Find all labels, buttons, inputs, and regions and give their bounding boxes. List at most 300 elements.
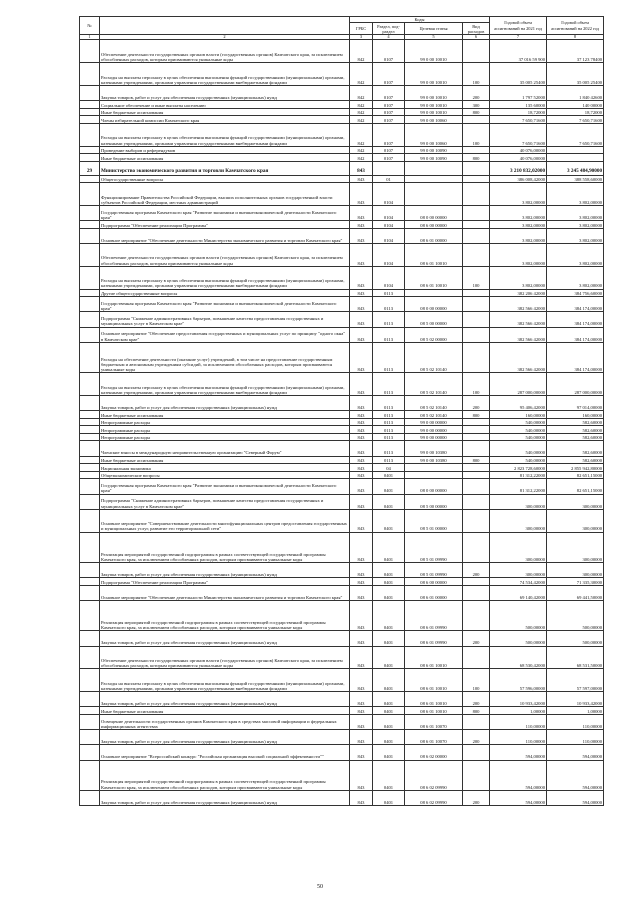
row-number (80, 433, 100, 441)
row-amount-2021: 382 206 42000 (490, 289, 547, 297)
row-grbs: 843 (350, 631, 373, 646)
row-name: Реализация мероприятий государственной подпрограммы в рамках соответствующей государственной программы Камчатского края, за исключением обособленных расходов, которым присваиваются уникальные коды (100, 760, 350, 790)
row-amount-2021: 69 140,42000 (490, 585, 547, 600)
row-target (405, 289, 463, 297)
row-amount-2022: 300,00000 (547, 494, 604, 509)
row-expense-type (463, 479, 490, 494)
row-number (80, 123, 100, 146)
row-target (405, 175, 463, 183)
row-grbs: 843 (350, 426, 373, 434)
page-number: 50 (317, 884, 323, 890)
row-name: Другие общегосударственные вопросы (100, 289, 350, 297)
row-section: 01 (373, 175, 405, 183)
row-number (80, 760, 100, 790)
row-amount-2021: 7 650,71600 (490, 123, 547, 146)
row-name: Подпрограмма "Обеспечение реализации Программы" (100, 221, 350, 229)
row-amount-2022 (547, 146, 604, 154)
row-name: Закупка товаров, работ и услуг для обеспечения государственных (муниципальных) нужд (100, 631, 350, 646)
row-name: Закупка товаров, работ и услуг для обеспечения государственных (муниципальных) нужд (100, 790, 350, 805)
row-grbs: 842 (350, 86, 373, 101)
table-row (80, 175, 604, 183)
row-grbs: 843 (350, 563, 373, 578)
row-section: 0113 (373, 418, 405, 426)
row-expense-type: 300 (463, 101, 490, 109)
row-number (80, 395, 100, 410)
row-name: Закупка товаров, работ и услуг для обеспечения государственных (муниципальных) нужд (100, 395, 350, 410)
row-number (80, 418, 100, 426)
row-name: Освещение деятельности государственных органов Камчатского края в средствах массовой информации и федеральных информационных агентствах (100, 714, 350, 729)
row-grbs: 843 (350, 433, 373, 441)
row-section: 0401 (373, 563, 405, 578)
row-grbs: 843 (350, 183, 373, 206)
row-grbs: 842 (350, 154, 373, 162)
row-expense-type (463, 464, 490, 472)
row-grbs: 843 (350, 707, 373, 715)
header-target: Целевая статья (405, 23, 463, 35)
table-row (80, 123, 604, 146)
row-section (373, 161, 405, 175)
table-row (80, 312, 604, 327)
row-number (80, 730, 100, 745)
row-amount-2021: 3 802,00000 (490, 228, 547, 243)
row-name: Закупка товаров, работ и услуг для обеспечения государственных (муниципальных) нужд (100, 86, 350, 101)
table-row (80, 494, 604, 509)
row-amount-2021: 7 650,71600 (490, 116, 547, 124)
col-idx: 6 (463, 35, 490, 40)
row-section: 0113 (373, 441, 405, 456)
row-amount-2021: 18,72000 (490, 108, 547, 116)
row-target: 08 5 01 09990 (405, 532, 463, 562)
row-number (80, 411, 100, 419)
row-expense-type (463, 243, 490, 266)
row-name: Расходы на обеспечение деятельности (оказание услуг) учреждений, в том числе на предоставление государственным бюджетным и автономным учреждениям субсидий, за исключением обособленных расходов, которым присваиваются уникальные коды (100, 342, 350, 372)
row-section: 0107 (373, 40, 405, 63)
row-amount-2021: 300,00000 (490, 494, 547, 509)
row-amount-2021: 57 596,00000 (490, 669, 547, 692)
row-section: 04 (373, 464, 405, 472)
row-target: 08 0 00 00000 (405, 206, 463, 221)
row-number (80, 692, 100, 707)
table-row (80, 600, 604, 630)
row-grbs: 843 (350, 373, 373, 396)
row-amount-2022: 500,00000 (547, 631, 604, 646)
row-amount-2021: 3 802,00000 (490, 266, 547, 289)
table-row (80, 714, 604, 729)
row-expense-type: 800 (463, 154, 490, 162)
row-amount-2021: 3 802,00000 (490, 221, 547, 229)
row-expense-type (463, 297, 490, 312)
header-name (100, 17, 350, 35)
row-number (80, 578, 100, 586)
row-section: 0113 (373, 342, 405, 372)
row-section: 0401 (373, 714, 405, 729)
table-row (80, 532, 604, 562)
row-grbs: 842 (350, 63, 373, 86)
row-target: 08 6 01 10010 (405, 646, 463, 669)
row-number (80, 228, 100, 243)
row-amount-2021: 1 797 52000 (490, 86, 547, 101)
row-target: 99 0 00 10010 (405, 63, 463, 86)
row-section: 0113 (373, 433, 405, 441)
row-target: 99 0 00 00000 (405, 426, 463, 434)
row-name: Члены избирательной комиссии Камчатского края (100, 116, 350, 124)
row-grbs: 843 (350, 494, 373, 509)
row-amount-2022: 300,00000 (547, 532, 604, 562)
row-amount-2022: 110,00000 (547, 730, 604, 745)
row-amount-2021: 81 312,22000 (490, 479, 547, 494)
row-number (80, 669, 100, 692)
table-row (80, 669, 604, 692)
row-amount-2021: 40 076,00000 (490, 154, 547, 162)
row-amount-2022: 384 174,00000 (547, 342, 604, 372)
row-section: 0401 (373, 646, 405, 669)
row-name: Государственная программа Камчатского края "Развитие экономики и внешнеэкономической деятельности Камчатского края" (100, 206, 350, 221)
row-amount-2021: 540,00000 (490, 441, 547, 456)
table-row (80, 342, 604, 372)
row-name: Расходы на выплаты персоналу в целях обеспечения выполнения функций государственными (муниципальными) органами, казенными учреждениями, органами управления государственными внебюджетными фондами (100, 373, 350, 396)
row-target: 08 6 01 10070 (405, 714, 463, 729)
row-amount-2021: 594,00000 (490, 760, 547, 790)
row-grbs: 842 (350, 116, 373, 124)
row-grbs: 843 (350, 206, 373, 221)
row-section: 0113 (373, 297, 405, 312)
row-number (80, 40, 100, 63)
row-target: 08 5 02 00000 (405, 327, 463, 342)
row-target (405, 471, 463, 479)
row-number (80, 101, 100, 109)
table-row (80, 297, 604, 312)
row-amount-2021: 382 566 42000 (490, 312, 547, 327)
row-target: 08 6 01 10010 (405, 243, 463, 266)
row-section: 0107 (373, 108, 405, 116)
header-vr: Вид расходов (463, 23, 490, 35)
row-expense-type: 800 (463, 707, 490, 715)
row-expense-type (463, 471, 490, 479)
table-row (80, 464, 604, 472)
row-number (80, 479, 100, 494)
row-number (80, 297, 100, 312)
row-number (80, 563, 100, 578)
row-amount-2021: 95 406,42000 (490, 395, 547, 410)
row-name: Расходы на выплаты персоналу в целях обеспечения выполнения функций государственными (муниципальными) органами, казенными учреждениями, органами управления государственными внебюджетными фондами (100, 669, 350, 692)
row-grbs: 843 (350, 411, 373, 419)
row-name: Социальное обеспечение и иные выплаты населению (100, 101, 350, 109)
row-section: 0113 (373, 373, 405, 396)
table-row (80, 40, 604, 63)
row-target: 99 0 00 10010 (405, 101, 463, 109)
row-name: Иные бюджетные ассигнования (100, 707, 350, 715)
header-codes: Коды (350, 17, 490, 23)
row-amount-2022: 35 005 25400 (547, 63, 604, 86)
row-amount-2021: 110,00000 (490, 714, 547, 729)
row-amount-2021: 81 312,22000 (490, 471, 547, 479)
row-target: 99 0 00 00000 (405, 418, 463, 426)
row-amount-2022: 287 000,00000 (547, 373, 604, 396)
table-row (80, 63, 604, 86)
row-expense-type: 100 (463, 63, 490, 86)
row-target: 08 6 02 09990 (405, 760, 463, 790)
row-grbs: 843 (350, 418, 373, 426)
row-expense-type (463, 116, 490, 124)
row-amount-2022: 384 174,00000 (547, 327, 604, 342)
row-amount-2022: 500,00000 (547, 600, 604, 630)
row-expense-type: 100 (463, 266, 490, 289)
row-section: 0104 (373, 221, 405, 229)
row-section: 0401 (373, 471, 405, 479)
row-name: Закупка товаров, работ и услуг для обеспечения государственных (муниципальных) нужд (100, 730, 350, 745)
row-expense-type (463, 578, 490, 586)
row-grbs: 842 (350, 108, 373, 116)
row-amount-2022: 7 650,71600 (547, 116, 604, 124)
row-expense-type (463, 509, 490, 532)
row-name: Подпрограмма "Обеспечение реализации Программы" (100, 578, 350, 586)
row-expense-type (463, 714, 490, 729)
row-target: 08 5 02 10140 (405, 395, 463, 410)
col-idx: 4 (373, 35, 405, 40)
row-number (80, 108, 100, 116)
row-section: 0401 (373, 760, 405, 790)
row-expense-type: 100 (463, 373, 490, 396)
row-target: 08 6 01 09990 (405, 631, 463, 646)
table-row (80, 411, 604, 419)
row-target (405, 464, 463, 472)
table-row (80, 563, 604, 578)
table-row (80, 441, 604, 456)
col-idx: 7 (490, 35, 547, 40)
row-grbs: 843 (350, 730, 373, 745)
row-amount-2021: 160,00000 (490, 411, 547, 419)
table-row (80, 146, 604, 154)
table-row (80, 116, 604, 124)
row-name: Подпрограмма "Снижение административных барьеров, повышение качества предоставления государственных и муниципальных услуг в Камчатском крае" (100, 312, 350, 327)
row-amount-2021: 3 802,00000 (490, 183, 547, 206)
row-amount-2022: 3 802,00000 (547, 228, 604, 243)
row-expense-type: 200 (463, 86, 490, 101)
row-name: Национальная экономика (100, 464, 350, 472)
row-name: Обеспечение деятельности государственных органов власти (государственных органов) Камчатского края, за исключением обособленных расходов, которым присваиваются уникальные коды (100, 40, 350, 63)
row-expense-type (463, 433, 490, 441)
row-amount-2022: 160,00000 (547, 411, 604, 419)
table-row (80, 206, 604, 221)
row-name: Членские взносы в международную неправительственную организацию "Северный Форум" (100, 441, 350, 456)
row-grbs: 843 (350, 161, 373, 175)
row-amount-2022: 582,60000 (547, 418, 604, 426)
row-target: 08 5 02 10140 (405, 411, 463, 419)
row-section: 0107 (373, 154, 405, 162)
row-name: Расходы на выплаты персоналу в целях обеспечения выполнения функций государственными (муниципальными) органами, казенными учреждениями, органами управления государственными внебюджетными фондами (100, 266, 350, 289)
row-amount-2021: 37 016 59 900 (490, 40, 547, 63)
row-number (80, 790, 100, 805)
row-amount-2021: 110,00000 (490, 730, 547, 745)
row-number (80, 494, 100, 509)
row-grbs: 842 (350, 146, 373, 154)
row-grbs: 843 (350, 790, 373, 805)
table-row (80, 433, 604, 441)
row-name: Общегосударственные вопросы (100, 175, 350, 183)
row-name: Обеспечение деятельности государственных органов власти (государственных органов) Камчатского края, за исключением обособленных расходов, которым присваиваются уникальные коды (100, 646, 350, 669)
row-target: 99 0 00 10010 (405, 40, 463, 63)
row-grbs: 843 (350, 456, 373, 464)
row-number (80, 146, 100, 154)
row-target: 99 0 00 10060 (405, 116, 463, 124)
row-amount-2022: 3 802,00000 (547, 243, 604, 266)
row-amount-2021: 540,00000 (490, 418, 547, 426)
row-amount-2022: 68 531,50000 (547, 646, 604, 669)
row-name: Непрограммные расходы (100, 433, 350, 441)
row-target: 08 5 02 10140 (405, 342, 463, 372)
row-amount-2022: 69 441,50000 (547, 585, 604, 600)
row-grbs: 843 (350, 297, 373, 312)
row-name: Иные бюджетные ассигнования (100, 108, 350, 116)
row-target: 08 0 00 00000 (405, 479, 463, 494)
row-grbs: 843 (350, 479, 373, 494)
row-expense-type (463, 342, 490, 372)
row-grbs: 843 (350, 289, 373, 297)
row-amount-2021: 540,00000 (490, 426, 547, 434)
row-grbs: 843 (350, 600, 373, 630)
row-grbs: 843 (350, 745, 373, 760)
table-row (80, 161, 604, 175)
table-header (80, 17, 604, 40)
row-amount-2022: 3 802,00000 (547, 266, 604, 289)
row-amount-2022: 1 840 42600 (547, 86, 604, 101)
row-section: 0401 (373, 494, 405, 509)
table-row (80, 692, 604, 707)
row-number (80, 745, 100, 760)
row-section: 0401 (373, 509, 405, 532)
row-name: Государственная программа Камчатского края "Развитие экономики и внешнеэкономической деятельности Камчатского края" (100, 297, 350, 312)
row-section: 0401 (373, 745, 405, 760)
row-expense-type (463, 600, 490, 630)
row-name: Иные бюджетные ассигнования (100, 456, 350, 464)
row-target (405, 161, 463, 175)
row-grbs: 843 (350, 692, 373, 707)
row-section: 0401 (373, 707, 405, 715)
row-expense-type: 200 (463, 563, 490, 578)
row-name: Закупка товаров, работ и услуг для обеспечения государственных (муниципальных) нужд (100, 563, 350, 578)
row-name: Обеспечение деятельности государственных органов власти (государственных органов) Камчатского края, за исключением обособленных расходов, которым присваиваются уникальные коды (100, 243, 350, 266)
row-target: 08 6 01 10010 (405, 266, 463, 289)
row-number (80, 532, 100, 562)
row-section: 0401 (373, 692, 405, 707)
row-section: 0113 (373, 312, 405, 327)
row-amount-2021: 135 60000 (490, 101, 547, 109)
row-section: 0107 (373, 86, 405, 101)
table-row (80, 578, 604, 586)
col-idx: 8 (547, 35, 604, 40)
row-section: 0401 (373, 600, 405, 630)
row-amount-2022: 2 855 942,80000 (547, 464, 604, 472)
row-number (80, 63, 100, 86)
row-amount-2022: 71 335,30000 (547, 578, 604, 586)
row-amount-2021: 300,00000 (490, 563, 547, 578)
row-section: 0113 (373, 411, 405, 419)
row-amount-2022: 97 014,00000 (547, 395, 604, 410)
row-amount-2022: 300,00000 (547, 509, 604, 532)
row-amount-2022: 140 00000 (547, 101, 604, 109)
table-row (80, 327, 604, 342)
row-section: 0113 (373, 395, 405, 410)
table-row (80, 585, 604, 600)
row-amount-2022: 384 756,60000 (547, 289, 604, 297)
row-target: 08 6 02 09990 (405, 790, 463, 805)
row-expense-type: 200 (463, 395, 490, 410)
row-number (80, 585, 100, 600)
row-amount-2021: 40 076,00000 (490, 146, 547, 154)
row-number (80, 116, 100, 124)
row-grbs: 843 (350, 327, 373, 342)
row-amount-2021: 300,00000 (490, 509, 547, 532)
header-2021: Годовой объем ассигнований на 2021 год (490, 17, 547, 35)
row-expense-type (463, 441, 490, 456)
row-grbs: 843 (350, 760, 373, 790)
row-grbs: 843 (350, 585, 373, 600)
row-name: Расходы на выплаты персоналу в целях обеспечения выполнения функций государственными (муниципальными) органами, казенными учреждениями, органами управления государственными внебюджетными фондами (100, 63, 350, 86)
row-target: 99 0 00 10380 (405, 441, 463, 456)
row-amount-2021: 68 530,42000 (490, 646, 547, 669)
table-row (80, 631, 604, 646)
row-section: 0104 (373, 206, 405, 221)
row-name: Непрограммные расходы (100, 426, 350, 434)
row-grbs: 843 (350, 221, 373, 229)
row-section: 0113 (373, 327, 405, 342)
table-row (80, 86, 604, 101)
row-amount-2022 (547, 154, 604, 162)
row-name: Подпрограмма "Снижение административных барьеров, повышение качества предоставления государственных и муниципальных услуг в Камчатском крае" (100, 494, 350, 509)
row-amount-2021: 2 823 728,60000 (490, 464, 547, 472)
row-expense-type: 800 (463, 411, 490, 419)
row-expense-type (463, 161, 490, 175)
row-amount-2022: 594,00000 (547, 790, 604, 805)
row-number (80, 426, 100, 434)
row-grbs: 843 (350, 312, 373, 327)
row-grbs: 843 (350, 228, 373, 243)
row-amount-2022: 82 651,15000 (547, 479, 604, 494)
row-expense-type (463, 146, 490, 154)
row-amount-2022: 582,60000 (547, 456, 604, 464)
row-amount-2021: 300,00000 (490, 532, 547, 562)
row-name: Государственная программа Камчатского края "Развитие экономики и внешнеэкономической деятельности Камчатского края" (100, 479, 350, 494)
row-grbs: 843 (350, 578, 373, 586)
row-number (80, 221, 100, 229)
row-section: 0401 (373, 790, 405, 805)
table-row (80, 243, 604, 266)
row-target: 08 6 01 00000 (405, 228, 463, 243)
row-amount-2022: 3 802,00000 (547, 221, 604, 229)
row-target: 99 0 00 10090 (405, 154, 463, 162)
row-amount-2022: 110,00000 (547, 714, 604, 729)
col-idx: 1 (80, 35, 100, 40)
row-target: 08 6 01 10010 (405, 707, 463, 715)
table-row (80, 426, 604, 434)
table-row (80, 395, 604, 410)
row-expense-type: 100 (463, 669, 490, 692)
row-target: 08 0 00 00000 (405, 297, 463, 312)
row-section: 0401 (373, 479, 405, 494)
table-row (80, 760, 604, 790)
row-section: 0401 (373, 585, 405, 600)
row-name: Непрограммные расходы (100, 418, 350, 426)
row-amount-2022: 57 597,00000 (547, 669, 604, 692)
table-row (80, 183, 604, 206)
col-idx: 2 (100, 35, 350, 40)
row-target: 08 5 00 00000 (405, 494, 463, 509)
row-target: 08 6 02 00000 (405, 745, 463, 760)
table-row (80, 266, 604, 289)
row-grbs: 843 (350, 395, 373, 410)
row-amount-2022: 3 245 484,90000 (547, 161, 604, 175)
row-expense-type: 800 (463, 456, 490, 464)
